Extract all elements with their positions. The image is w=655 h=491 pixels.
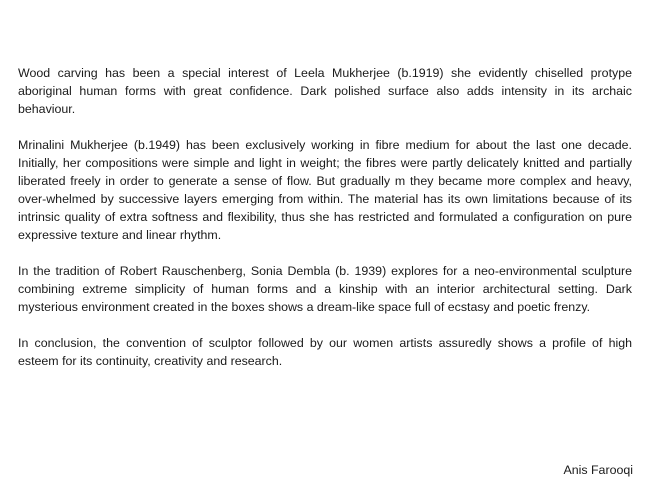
article-body	[18, 64, 632, 370]
paragraph-mrinalini-mukherjee: Mrinalini Mukherjee (b.1949) has been exclusively working in fibre medium for about the last one decade. Initially, her compositions were simple and light in weight; the fibres were partly delicately knitted and partially liberated freely in order to generate a sense of flow. But gradually m they became more complex and heavy, over-whelmed by successive layers emerging from within. The material has its own limitations because of its intrinsic quality of extra softness and flexibility, thus she has restricted and formulated a configuration on pure expressive texture and linear rhythm.	[18, 138, 632, 242]
paragraph-sonia-dembla: In the tradition of Robert Rauschenberg, Sonia Dembla (b. 1939) explores for a neo-environmental sculpture combining extreme simplicity of human forms and a kinship with an interior architectural setting. Dark mysterious environment created in the boxes shows a dream-like space full of ecstasy and poetic frenzy.	[18, 264, 632, 314]
paragraph-leela-mukherjee: Wood carving has been a special interest of Leela Mukherjee (b.1919) she evidently chiselled protype aboriginal human forms with great confidence. Dark polished surface also adds intensity in its archaic behaviour.	[18, 66, 632, 116]
author-signature: Anis Farooqi	[563, 463, 633, 477]
paragraph-conclusion: In conclusion, the convention of sculptor followed by our women artists assuredly shows a profile of high esteem for its continuity, creativity and research.	[18, 336, 632, 368]
